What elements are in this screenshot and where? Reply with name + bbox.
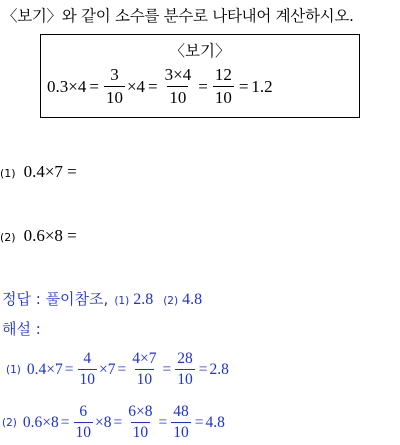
equals-sign: = <box>238 76 249 96</box>
solution-result: 4.8 <box>205 413 225 431</box>
fraction-numerator: 6 <box>79 403 88 420</box>
instruction-text: 〈보기〉와 같이 소수를 분수로 나타내어 계산하시오. <box>2 7 354 25</box>
example-result: 1.2 <box>251 76 273 96</box>
problem-number: (1) <box>0 167 16 180</box>
fraction-denominator: 10 <box>173 424 189 441</box>
example-fraction-2 <box>163 65 194 108</box>
solution-result: 2.8 <box>209 360 229 378</box>
fraction-numerator: 48 <box>173 403 189 420</box>
fraction-numerator: 6×8 <box>128 403 153 420</box>
solution-fraction-1 <box>74 403 94 442</box>
problem-expression: 0.4×7 = <box>23 162 77 181</box>
answer-value: 2.8 <box>133 291 154 308</box>
fraction-numerator: 12 <box>214 65 232 84</box>
solution-2 <box>2 403 225 442</box>
solution-number: (2) <box>2 416 17 429</box>
solution-multiplier: ×7 <box>99 360 116 378</box>
fraction-denominator: 10 <box>177 371 193 388</box>
equals-sign: = <box>198 360 208 378</box>
answer-mark: (2) <box>163 295 179 307</box>
fraction-denominator: 10 <box>214 88 232 107</box>
answer-value: 4.8 <box>182 291 203 308</box>
problem-number: (2) <box>0 231 16 244</box>
equals-sign: = <box>117 360 127 378</box>
solution-fraction-3 <box>171 403 191 442</box>
equals-sign: = <box>198 76 208 96</box>
fraction-numerator: 3 <box>110 65 119 84</box>
fraction-denominator: 10 <box>105 88 123 107</box>
example-fraction-1 <box>104 65 125 108</box>
problem-1 <box>0 162 77 182</box>
fraction-numerator: 3×4 <box>164 65 192 84</box>
fraction-denominator: 10 <box>132 424 149 441</box>
answer-label: 정답 : 풀이참조, <box>2 290 109 308</box>
example-title: 〈보기〉 <box>169 42 231 60</box>
solution-number: (1) <box>6 363 21 376</box>
equals-sign: = <box>60 413 70 431</box>
solution-lhs: 0.4×7 <box>26 360 63 378</box>
example-box <box>40 34 360 118</box>
example-fraction-3 <box>213 65 234 108</box>
explanation-label: 해설 : <box>2 320 41 338</box>
fraction-denominator: 10 <box>169 88 187 107</box>
fraction-numerator: 28 <box>177 350 193 367</box>
equals-sign: = <box>162 360 172 378</box>
solution-1 <box>6 350 229 389</box>
equals-sign: = <box>64 360 74 378</box>
solution-fraction-2 <box>126 403 154 442</box>
solution-multiplier: ×8 <box>95 413 112 431</box>
equals-sign: = <box>158 413 168 431</box>
answer-line <box>2 288 206 309</box>
fraction-denominator: 10 <box>75 424 91 441</box>
equals-sign: = <box>113 413 123 431</box>
fraction-denominator: 10 <box>136 371 153 388</box>
example-multiplier: ×4 <box>126 76 146 96</box>
solution-lhs: 0.6×8 <box>22 413 59 431</box>
example-equation <box>47 65 273 108</box>
fraction-numerator: 4×7 <box>132 350 157 367</box>
solution-fraction-2 <box>130 350 158 389</box>
problem-2 <box>0 226 77 246</box>
fraction-denominator: 10 <box>79 371 95 388</box>
problem-expression: 0.6×8 = <box>23 226 77 245</box>
solution-fraction-1 <box>78 350 98 389</box>
example-lhs: 0.3×4 <box>47 76 87 96</box>
equals-sign: = <box>89 76 99 96</box>
equals-sign: = <box>148 76 158 96</box>
equals-sign: = <box>194 413 204 431</box>
fraction-numerator: 4 <box>83 350 92 367</box>
answer-mark: (1) <box>114 295 130 307</box>
solution-fraction-3 <box>175 350 195 389</box>
